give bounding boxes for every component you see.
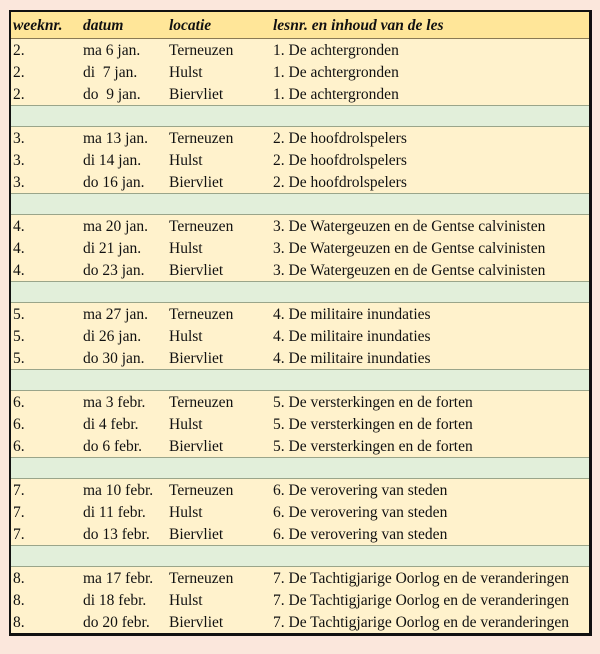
cell-locatie: Hulst [169, 327, 203, 345]
cell-locatie: Terneuzen [169, 41, 234, 59]
table-row [11, 501, 589, 523]
cell-weeknr: 7. [13, 525, 25, 543]
cell-les: 2. De hoofdrolspelers [273, 129, 407, 147]
table-row [11, 61, 589, 83]
cell-weeknr: 7. [13, 503, 25, 521]
table-row [11, 83, 589, 105]
cell-datum: di 26 jan. [83, 327, 142, 345]
table-row [11, 149, 589, 171]
group-separator [11, 105, 589, 127]
cell-locatie: Terneuzen [169, 569, 234, 587]
table-body [11, 39, 589, 633]
table-row [11, 391, 589, 413]
cell-datum: di 11 febr. [83, 503, 146, 521]
cell-datum: di 7 jan. [83, 63, 138, 81]
cell-datum: di 14 jan. [83, 151, 142, 169]
cell-datum: do 9 jan. [83, 85, 141, 103]
cell-locatie: Terneuzen [169, 393, 234, 411]
cell-weeknr: 6. [13, 393, 25, 411]
cell-locatie: Biervliet [169, 525, 224, 543]
table-row [11, 215, 589, 237]
table-row [11, 171, 589, 193]
cell-weeknr: 8. [13, 591, 25, 609]
cell-datum: do 13 febr. [83, 525, 150, 543]
table-row [11, 347, 589, 369]
cell-les: 3. De Watergeuzen en de Gentse calvinisten [273, 261, 546, 279]
group-separator [11, 193, 589, 215]
table-row [11, 435, 589, 457]
cell-locatie: Terneuzen [169, 217, 234, 235]
group-separator [11, 369, 589, 391]
cell-locatie: Hulst [169, 591, 203, 609]
cell-locatie: Biervliet [169, 349, 224, 367]
cell-weeknr: 8. [13, 569, 25, 587]
cell-les: 4. De militaire inundaties [273, 349, 431, 367]
header-weeknr: weeknr. [13, 17, 63, 34]
cell-weeknr: 3. [13, 129, 25, 147]
cell-datum: do 6 febr. [83, 437, 142, 455]
table-row [11, 611, 589, 633]
table-row [11, 325, 589, 347]
cell-datum: do 16 jan. [83, 173, 145, 191]
cell-locatie: Hulst [169, 503, 203, 521]
cell-weeknr: 4. [13, 217, 25, 235]
table-row [11, 567, 589, 589]
cell-datum: ma 13 jan. [83, 129, 148, 147]
cell-locatie: Hulst [169, 151, 203, 169]
table-row [11, 127, 589, 149]
cell-weeknr: 2. [13, 63, 25, 81]
cell-datum: do 30 jan. [83, 349, 145, 367]
cell-weeknr: 6. [13, 437, 25, 455]
cell-datum: ma 6 jan. [83, 41, 141, 59]
table-row [11, 237, 589, 259]
cell-datum: di 4 febr. [83, 415, 139, 433]
cell-les: 5. De versterkingen en de forten [273, 393, 473, 411]
schedule-table [9, 10, 592, 636]
table-row [11, 413, 589, 435]
cell-les: 7. De Tachtigjarige Oorlog en de veranderingen [273, 613, 570, 631]
cell-locatie: Hulst [169, 415, 203, 433]
cell-locatie: Terneuzen [169, 481, 234, 499]
cell-datum: ma 17 febr. [83, 569, 154, 587]
table-row [11, 523, 589, 545]
cell-les: 4. De militaire inundaties [273, 327, 431, 345]
cell-datum: ma 3 febr. [83, 393, 146, 411]
header-locatie: locatie [169, 17, 212, 34]
cell-les: 5. De versterkingen en de forten [273, 415, 473, 433]
cell-les: 3. De Watergeuzen en de Gentse calvinisten [273, 239, 546, 257]
cell-locatie: Biervliet [169, 261, 224, 279]
cell-les: 7. De Tachtigjarige Oorlog en de veranderingen [273, 591, 570, 609]
cell-locatie: Terneuzen [169, 129, 234, 147]
cell-weeknr: 5. [13, 327, 25, 345]
cell-locatie: Hulst [169, 63, 203, 81]
cell-les: 1. De achtergronden [273, 85, 399, 103]
cell-datum: ma 27 jan. [83, 305, 148, 323]
cell-weeknr: 4. [13, 261, 25, 279]
table-row [11, 589, 589, 611]
cell-weeknr: 2. [13, 85, 25, 103]
header-les: lesnr. en inhoud van de les [273, 17, 444, 34]
table-row [11, 479, 589, 501]
table-header [11, 12, 589, 39]
cell-les: 1. De achtergronden [273, 63, 399, 81]
cell-datum: ma 10 febr. [83, 481, 154, 499]
cell-les: 6. De verovering van steden [273, 503, 448, 521]
cell-les: 4. De militaire inundaties [273, 305, 431, 323]
table-row [11, 303, 589, 325]
cell-weeknr: 5. [13, 305, 25, 323]
cell-weeknr: 5. [13, 349, 25, 367]
cell-les: 6. De verovering van steden [273, 481, 448, 499]
cell-weeknr: 3. [13, 151, 25, 169]
cell-les: 1. De achtergronden [273, 41, 399, 59]
cell-datum: di 18 febr. [83, 591, 147, 609]
cell-locatie: Biervliet [169, 173, 224, 191]
group-separator [11, 545, 589, 567]
group-separator [11, 457, 589, 479]
cell-locatie: Biervliet [169, 613, 224, 631]
cell-weeknr: 7. [13, 481, 25, 499]
cell-weeknr: 8. [13, 613, 25, 631]
cell-les: 7. De Tachtigjarige Oorlog en de veranderingen [273, 569, 570, 587]
cell-weeknr: 3. [13, 173, 25, 191]
cell-locatie: Biervliet [169, 437, 224, 455]
table-row [11, 39, 589, 61]
group-separator [11, 281, 589, 303]
cell-les: 3. De Watergeuzen en de Gentse calvinisten [273, 217, 546, 235]
header-datum: datum [83, 17, 124, 34]
cell-les: 2. De hoofdrolspelers [273, 173, 407, 191]
table-row [11, 259, 589, 281]
cell-les: 5. De versterkingen en de forten [273, 437, 473, 455]
cell-locatie: Terneuzen [169, 305, 234, 323]
cell-weeknr: 6. [13, 415, 25, 433]
cell-datum: do 23 jan. [83, 261, 145, 279]
cell-weeknr: 4. [13, 239, 25, 257]
cell-les: 6. De verovering van steden [273, 525, 448, 543]
cell-locatie: Hulst [169, 239, 203, 257]
cell-datum: ma 20 jan. [83, 217, 148, 235]
cell-datum: di 21 jan. [83, 239, 142, 257]
cell-datum: do 20 febr. [83, 613, 150, 631]
cell-les: 2. De hoofdrolspelers [273, 151, 407, 169]
cell-weeknr: 2. [13, 41, 25, 59]
cell-locatie: Biervliet [169, 85, 224, 103]
